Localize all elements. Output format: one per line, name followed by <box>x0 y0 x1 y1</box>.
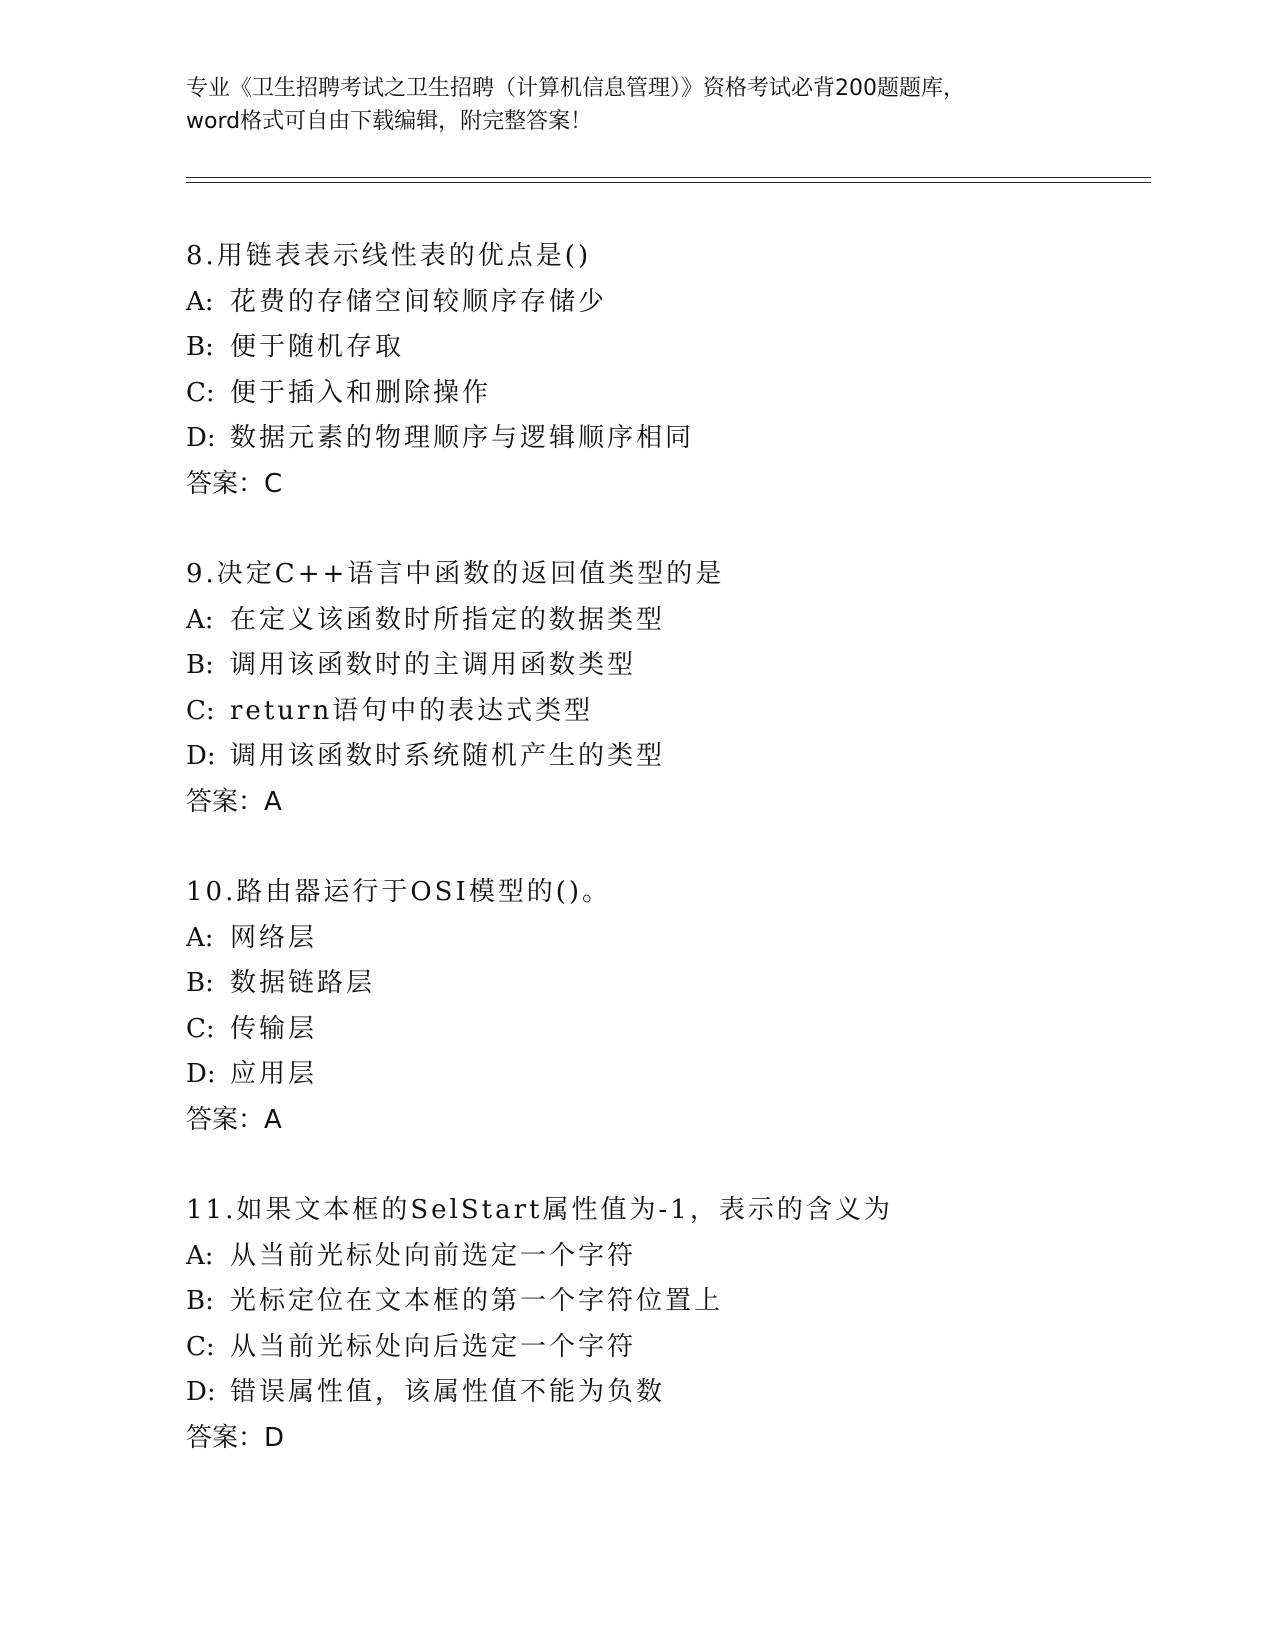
option-text: 调用该函数时的主调用函数类型 <box>230 650 637 680</box>
question-stem: 11.如果文本框的SelStart属性值为-1，表示的含义为 <box>186 1195 893 1225</box>
option-text: 便于随机存取 <box>230 332 405 362</box>
option-letter: D: <box>186 741 216 771</box>
answer-line: 答案：A <box>186 786 282 817</box>
option-a <box>186 1234 1146 1280</box>
option-letter: C: <box>186 695 215 726</box>
option-d <box>186 734 1146 780</box>
option-text: 传输层 <box>230 1013 318 1044</box>
option-letter: D: <box>186 1377 216 1407</box>
question-stem: 10.路由器运行于OSI模型的()。 <box>186 877 612 907</box>
question-list <box>186 234 1146 1506</box>
question-10 <box>186 870 1146 1188</box>
option-text: 应用层 <box>230 1059 318 1089</box>
option-text: 花费的存储空间较顺序存储少 <box>230 286 608 317</box>
option-text: 便于插入和删除操作 <box>230 377 492 408</box>
option-text: 调用该函数时系统随机产生的类型 <box>230 741 666 771</box>
option-text: 数据链路层 <box>230 968 376 998</box>
option-b <box>186 325 1146 371</box>
header-divider-bottom <box>186 182 1151 183</box>
option-letter: A: <box>186 922 214 953</box>
option-a <box>186 916 1146 962</box>
option-text: 网络层 <box>230 922 318 953</box>
option-c <box>186 689 1146 735</box>
option-text: 从当前光标处向前选定一个字符 <box>230 1240 637 1271</box>
header-title-line-1: 专业《卫生招聘考试之卫生招聘（计算机信息管理）》资格考试必背200题题库， <box>186 76 965 101</box>
header-divider-top <box>186 177 1151 178</box>
option-letter: A: <box>186 604 214 635</box>
header-title-line-2: word格式可自由下载编辑，附完整答案！ <box>186 109 593 134</box>
option-letter: D: <box>186 423 216 453</box>
option-d <box>186 416 1146 462</box>
question-stem: 9.决定C++语言中函数的返回值类型的是 <box>186 559 725 589</box>
answer-line: 答案：C <box>186 468 283 499</box>
option-letter: B: <box>186 332 214 362</box>
option-letter: D: <box>186 1059 216 1089</box>
option-letter: C: <box>186 1331 215 1362</box>
option-letter: C: <box>186 377 215 408</box>
answer-line: 答案：D <box>186 1422 285 1453</box>
option-c <box>186 1007 1146 1053</box>
option-c <box>186 1325 1146 1371</box>
document-header <box>186 72 1086 138</box>
option-letter: B: <box>186 650 214 680</box>
question-11 <box>186 1188 1146 1506</box>
option-letter: B: <box>186 968 214 998</box>
option-c <box>186 371 1146 417</box>
option-text: 从当前光标处向后选定一个字符 <box>230 1331 637 1362</box>
option-text: return语句中的表达式类型 <box>230 695 594 726</box>
option-b <box>186 961 1146 1007</box>
option-letter: B: <box>186 1286 214 1316</box>
answer-line: 答案：A <box>186 1104 282 1135</box>
option-text: 光标定位在文本框的第一个字符位置上 <box>230 1286 724 1316</box>
option-d <box>186 1052 1146 1098</box>
question-9 <box>186 552 1146 870</box>
option-text: 数据元素的物理顺序与逻辑顺序相同 <box>230 423 695 453</box>
option-text: 在定义该函数时所指定的数据类型 <box>230 604 666 635</box>
option-letter: A: <box>186 1240 214 1271</box>
option-a <box>186 280 1146 326</box>
option-letter: C: <box>186 1013 215 1044</box>
option-letter: A: <box>186 286 214 317</box>
option-text: 错误属性值，该属性值不能为负数 <box>230 1377 666 1407</box>
question-stem: 8.用链表表示线性表的优点是() <box>186 241 592 271</box>
option-a <box>186 598 1146 644</box>
option-b <box>186 643 1146 689</box>
question-8 <box>186 234 1146 552</box>
option-d <box>186 1370 1146 1416</box>
option-b <box>186 1279 1146 1325</box>
